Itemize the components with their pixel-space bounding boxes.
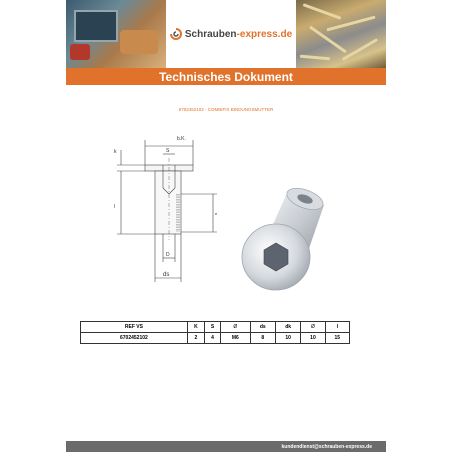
table-cell: M6 [221,333,250,344]
dimension-label-bk: b.K. [177,136,186,142]
dimension-label-s: S [166,148,170,154]
column-header-ref: REF VS [81,322,188,333]
column-header-l: l [325,322,349,333]
column-header-ds: ds [250,322,275,333]
product-subtitle: 6702452102 - COMBIFIX BINDUNGSMUTTER [178,107,274,112]
document-title-bar [66,68,386,85]
technical-drawing [105,128,240,288]
table-header-row [81,322,350,333]
table-row [81,333,350,344]
swirl-logo-icon [170,28,182,40]
logo[interactable] [166,0,296,68]
column-header-diameter-2: Ø [301,322,325,333]
header-banner [66,0,386,68]
footer-bar [66,441,386,452]
table-cell: 6702452102 [81,333,188,344]
table-cell: 15 [325,333,349,344]
document-title: Technisches Dokument [159,69,293,84]
column-header-dk: dk [275,322,300,333]
logo-text: Schrauben-express.de [184,28,293,40]
dimension-label-d: D [166,252,170,258]
table-cell: 10 [301,333,325,344]
tools-photo [66,0,166,68]
table-cell: 2 [187,333,204,344]
table-cell: 4 [204,333,220,344]
dimension-label-k: k [114,149,117,155]
screws-photo [296,0,386,68]
dimension-label-ds: ds [163,272,170,278]
table-cell: 10 [275,333,300,344]
product-image [232,185,342,295]
column-header-diameter: Ø [221,322,250,333]
dimension-label-l: l [114,204,116,210]
table-cell: 8 [250,333,275,344]
column-header-k: K [187,322,204,333]
column-header-s: S [204,322,220,333]
specification-table [80,321,350,344]
contact-email-link[interactable]: kundendienst@schrauben-express.de [281,443,372,450]
dimension-label-e: e [215,211,218,216]
